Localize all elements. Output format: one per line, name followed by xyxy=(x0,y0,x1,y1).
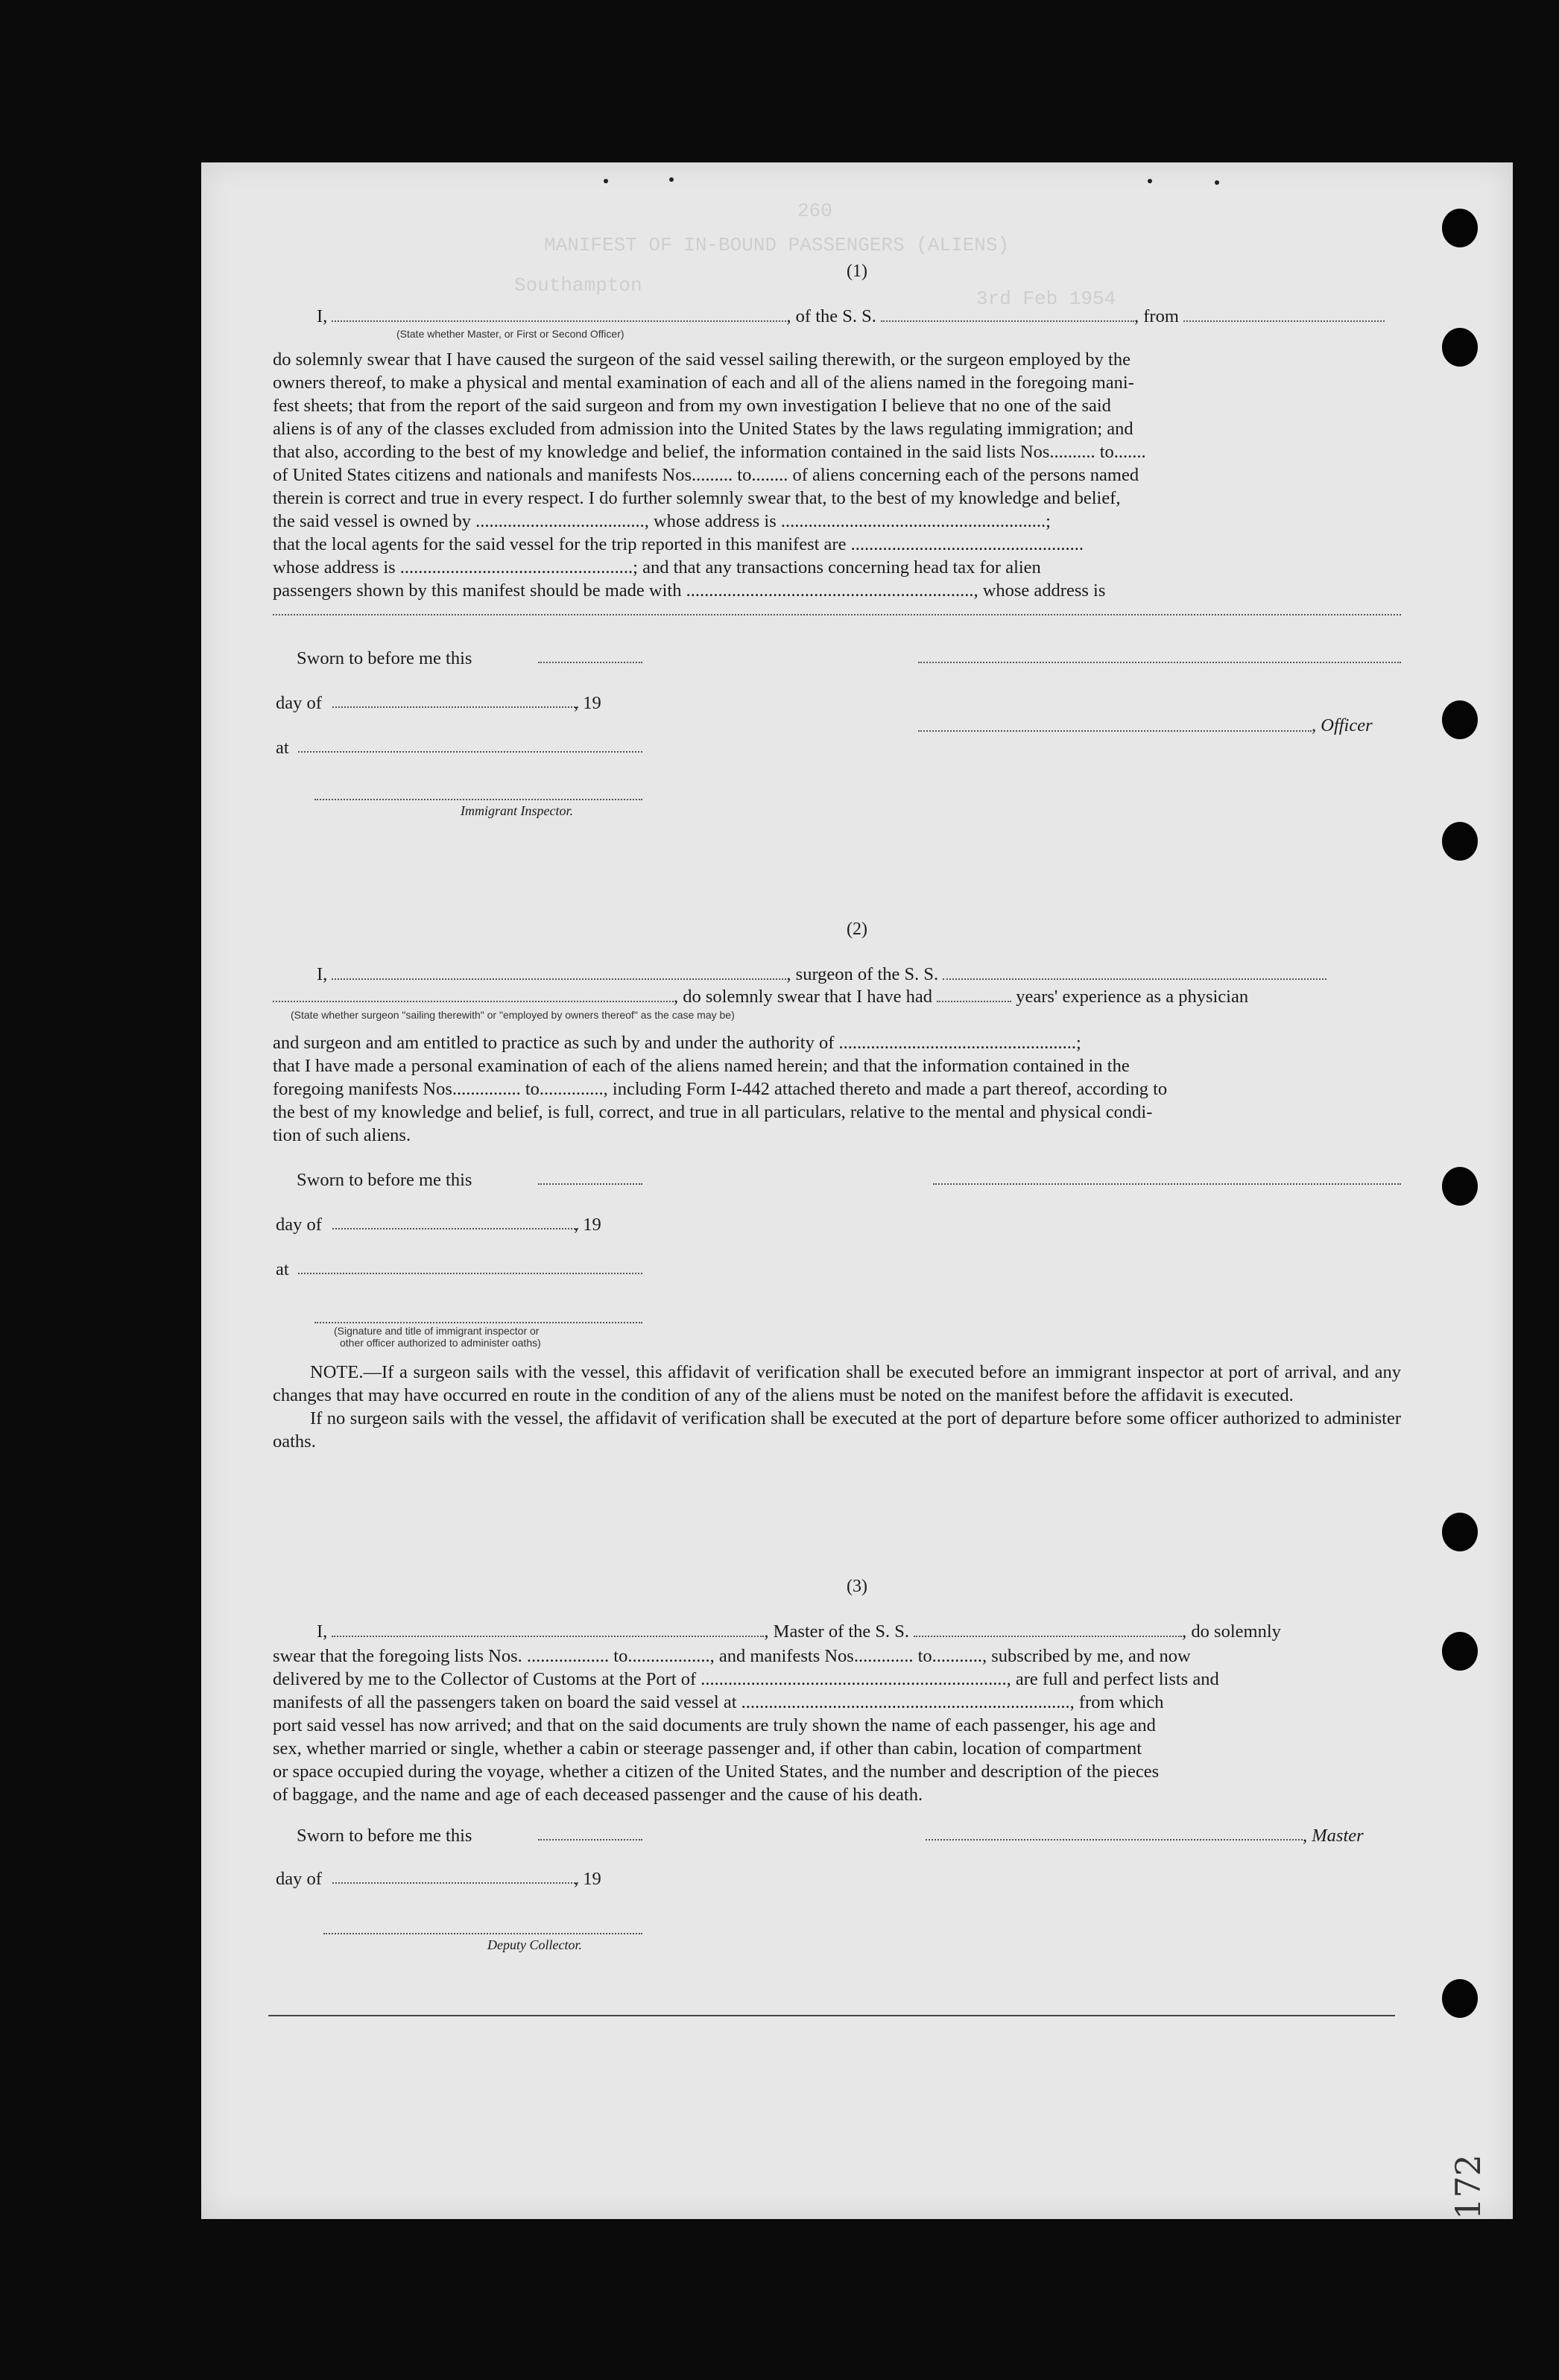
punch-hole xyxy=(1442,822,1478,861)
section-3-body xyxy=(273,1645,1401,1806)
day-of-label: day of xyxy=(276,693,322,713)
year-label: , 19 xyxy=(574,1215,601,1235)
body-line: the best of my knowledge and belief, is full, correct, and true in all particulars, relative to the mental and physical condi- xyxy=(273,1102,1153,1122)
intro-i: I, xyxy=(317,964,328,984)
deputy-caption: Deputy Collector. xyxy=(487,1937,582,1952)
speck xyxy=(1215,180,1219,185)
officer-label: , Officer xyxy=(1312,715,1373,735)
intro-i: I, xyxy=(317,306,328,326)
body-line: tion of such aliens. xyxy=(273,1125,411,1145)
do-solemnly-label: , do solemnly xyxy=(1182,1621,1281,1642)
year-label: , 19 xyxy=(574,693,601,713)
vessel-name-field[interactable] xyxy=(943,965,1326,980)
body-line: of United States citizens and nationals and manifests Nos......... to........ of aliens concerning each of the persons named xyxy=(273,465,1139,485)
surgeon-caption: (State whether surgeon "sailing therewith" or "employed by owners thereof" as the case may be) xyxy=(291,1009,735,1021)
sworn-field[interactable] xyxy=(538,662,642,663)
body-line: do solemnly swear that I have caused the surgeon of the said vessel sailing therewith, or the surgeon employed by the xyxy=(273,349,1130,370)
section-1-body xyxy=(273,348,1401,602)
surgeon-signature-line[interactable] xyxy=(933,1183,1401,1185)
section-1-header-line xyxy=(317,306,1385,327)
bleed-through-text: 3rd Feb 1954 xyxy=(976,288,1116,310)
punch-hole xyxy=(1442,209,1478,247)
vessel-name-field[interactable] xyxy=(881,307,1134,322)
body-line: that I have made a personal examination of each of the aliens named herein; and that the information contained in the xyxy=(273,1056,1130,1076)
surgeon-name-field[interactable] xyxy=(332,965,786,980)
body-line: foregoing manifests Nos............... to.............., including Form I-442 attached thereto and made a part thereof, according to xyxy=(273,1079,1168,1099)
speck xyxy=(604,179,608,183)
body-line: passengers shown by this manifest should be made with ..............................................................., whose address is xyxy=(273,580,1106,601)
address-line[interactable] xyxy=(273,614,1401,615)
body-line: manifests of all the passengers taken on board the said vessel at ........................................................................, from which xyxy=(273,1692,1164,1712)
body-line: aliens is of any of the classes excluded from admission into the United States by the laws regulating immigration; and xyxy=(273,419,1133,439)
bleed-through-text: MANIFEST OF IN-BOUND PASSENGERS (ALIENS) xyxy=(544,234,1010,256)
of-ss-label: , of the S. S. xyxy=(786,306,876,326)
officer-address-line[interactable] xyxy=(918,662,1401,663)
body-line: fest sheets; that from the report of the said surgeon and from my own investigation I believe that no one of the said xyxy=(273,396,1111,416)
body-line: sex, whether married or single, whether a cabin or steerage passenger and, if other than cabin, location of compartment xyxy=(273,1738,1142,1759)
officer-name-field[interactable] xyxy=(332,307,786,322)
sworn-label: Sworn to before me this xyxy=(297,1170,472,1190)
body-line: that the local agents for the said vessel for the trip reported in this manifest are ................................................... xyxy=(273,534,1084,554)
signature-caption: (Signature and title of immigrant inspector or xyxy=(334,1325,540,1337)
sworn-field[interactable] xyxy=(538,1183,642,1185)
sworn-label: Sworn to before me this xyxy=(297,1826,472,1846)
officer-signature-line[interactable] xyxy=(918,730,1312,732)
handwritten-page-number: 172 xyxy=(1447,2154,1488,2220)
sworn-field[interactable] xyxy=(538,1839,642,1841)
bottom-rule xyxy=(268,2015,1395,2016)
body-line: whose address is ...................................................; and that any transactions concerning head tax for alien xyxy=(273,557,1041,577)
from-label: , from xyxy=(1134,306,1179,326)
punch-hole xyxy=(1442,1979,1478,2018)
day-field[interactable] xyxy=(332,1228,578,1229)
section-2-header-line xyxy=(317,964,1326,985)
punch-hole xyxy=(1442,700,1478,739)
body-line: delivered by me to the Collector of Customs at the Port of ..................................................................., are full and perfect lists and xyxy=(273,1669,1219,1689)
at-field[interactable] xyxy=(298,1273,642,1274)
master-label: , Master xyxy=(1303,1826,1364,1846)
body-line: that also, according to the best of my knowledge and belief, the information contained in the said lists Nos.......... to....... xyxy=(273,442,1146,462)
years-field[interactable] xyxy=(937,987,1011,1002)
section-1-number: (1) xyxy=(847,262,867,281)
speck xyxy=(1148,179,1152,183)
year-label: , 19 xyxy=(574,1869,601,1889)
section-3-number: (3) xyxy=(847,1577,867,1596)
section-2-second-line xyxy=(273,987,1248,1007)
master-of-label: , Master of the S. S. xyxy=(764,1621,910,1642)
day-field[interactable] xyxy=(332,706,578,708)
body-line: of baggage, and the name and age of each deceased passenger and the cause of his death. xyxy=(273,1785,923,1805)
at-label: at xyxy=(276,738,289,758)
do-solemnly-label: , do solemnly swear that I have had xyxy=(674,987,932,1007)
master-signature-line[interactable] xyxy=(926,1839,1303,1841)
body-line: and surgeon and am entitled to practice as such by and under the authority of ....................................................; xyxy=(273,1033,1081,1053)
speck xyxy=(669,177,674,182)
intro-i: I, xyxy=(317,1621,328,1642)
bleed-through-text: 260 xyxy=(797,200,832,222)
note-text: If no surgeon sails with the vessel, the affidavit of verification shall be executed at the port of departure before some officer authorized to administer oaths. xyxy=(273,1408,1401,1452)
at-field[interactable] xyxy=(298,751,642,753)
master-name-field[interactable] xyxy=(332,1622,764,1637)
day-of-label: day of xyxy=(276,1215,322,1235)
inspector-caption: Immigrant Inspector. xyxy=(461,803,573,818)
section-2-body xyxy=(273,1031,1401,1147)
manifest-affidavit-page xyxy=(201,162,1513,2219)
sworn-label: Sworn to before me this xyxy=(297,648,472,668)
section-2-number: (2) xyxy=(847,920,867,939)
body-line: or space occupied during the voyage, whether a citizen of the United States, and the number and description of the pieces xyxy=(273,1762,1160,1782)
signature-caption: other officer authorized to administer oaths) xyxy=(340,1337,541,1349)
body-line: swear that the foregoing lists Nos. .................. to.................., and manifests Nos............. to..........., subscribed by me, and now xyxy=(273,1646,1191,1666)
signature-line[interactable] xyxy=(314,1322,642,1323)
section-3-header-line xyxy=(317,1621,1281,1642)
inspector-signature-line[interactable] xyxy=(314,799,642,800)
day-field[interactable] xyxy=(332,1882,578,1884)
years-experience-label: years' experience as a physician xyxy=(1016,987,1249,1007)
at-label: at xyxy=(276,1259,289,1279)
punch-hole xyxy=(1442,1167,1478,1206)
note-block xyxy=(273,1361,1401,1453)
day-of-label: day of xyxy=(276,1869,322,1889)
bleed-through-text: Southampton xyxy=(514,274,642,297)
note-text: NOTE.—If a surgeon sails with the vessel, this affidavit of verification shall be executed before an immigrant inspector at port of arrival, and any changes that may have occurred en route in the condition of any of the aliens must be noted on the manifest before the affidavit is executed. xyxy=(273,1362,1401,1405)
body-line: port said vessel has now arrived; and that on the said documents are truly shown the name of each passenger, his age and xyxy=(273,1715,1156,1735)
punch-hole xyxy=(1442,1513,1478,1551)
body-line: therein is correct and true in every respect. I do further solemnly swear that, to the best of my knowledge and belief, xyxy=(273,488,1121,508)
vessel-name-field[interactable] xyxy=(914,1622,1182,1637)
from-port-field[interactable] xyxy=(1183,307,1385,322)
state-caption: (State whether Master, or First or Second Officer) xyxy=(396,328,624,340)
body-line: the said vessel is owned by ....................................., whose address is ..........................................................; xyxy=(273,511,1051,531)
surgeon-of-label: , surgeon of the S. S. xyxy=(786,964,939,984)
surgeon-status-field[interactable] xyxy=(273,987,674,1002)
body-line: owners thereof, to make a physical and mental examination of each and all of the aliens named in the foregoing mani- xyxy=(273,373,1134,393)
punch-hole xyxy=(1442,328,1478,367)
punch-hole xyxy=(1442,1632,1478,1671)
deputy-signature-line[interactable] xyxy=(323,1933,642,1934)
